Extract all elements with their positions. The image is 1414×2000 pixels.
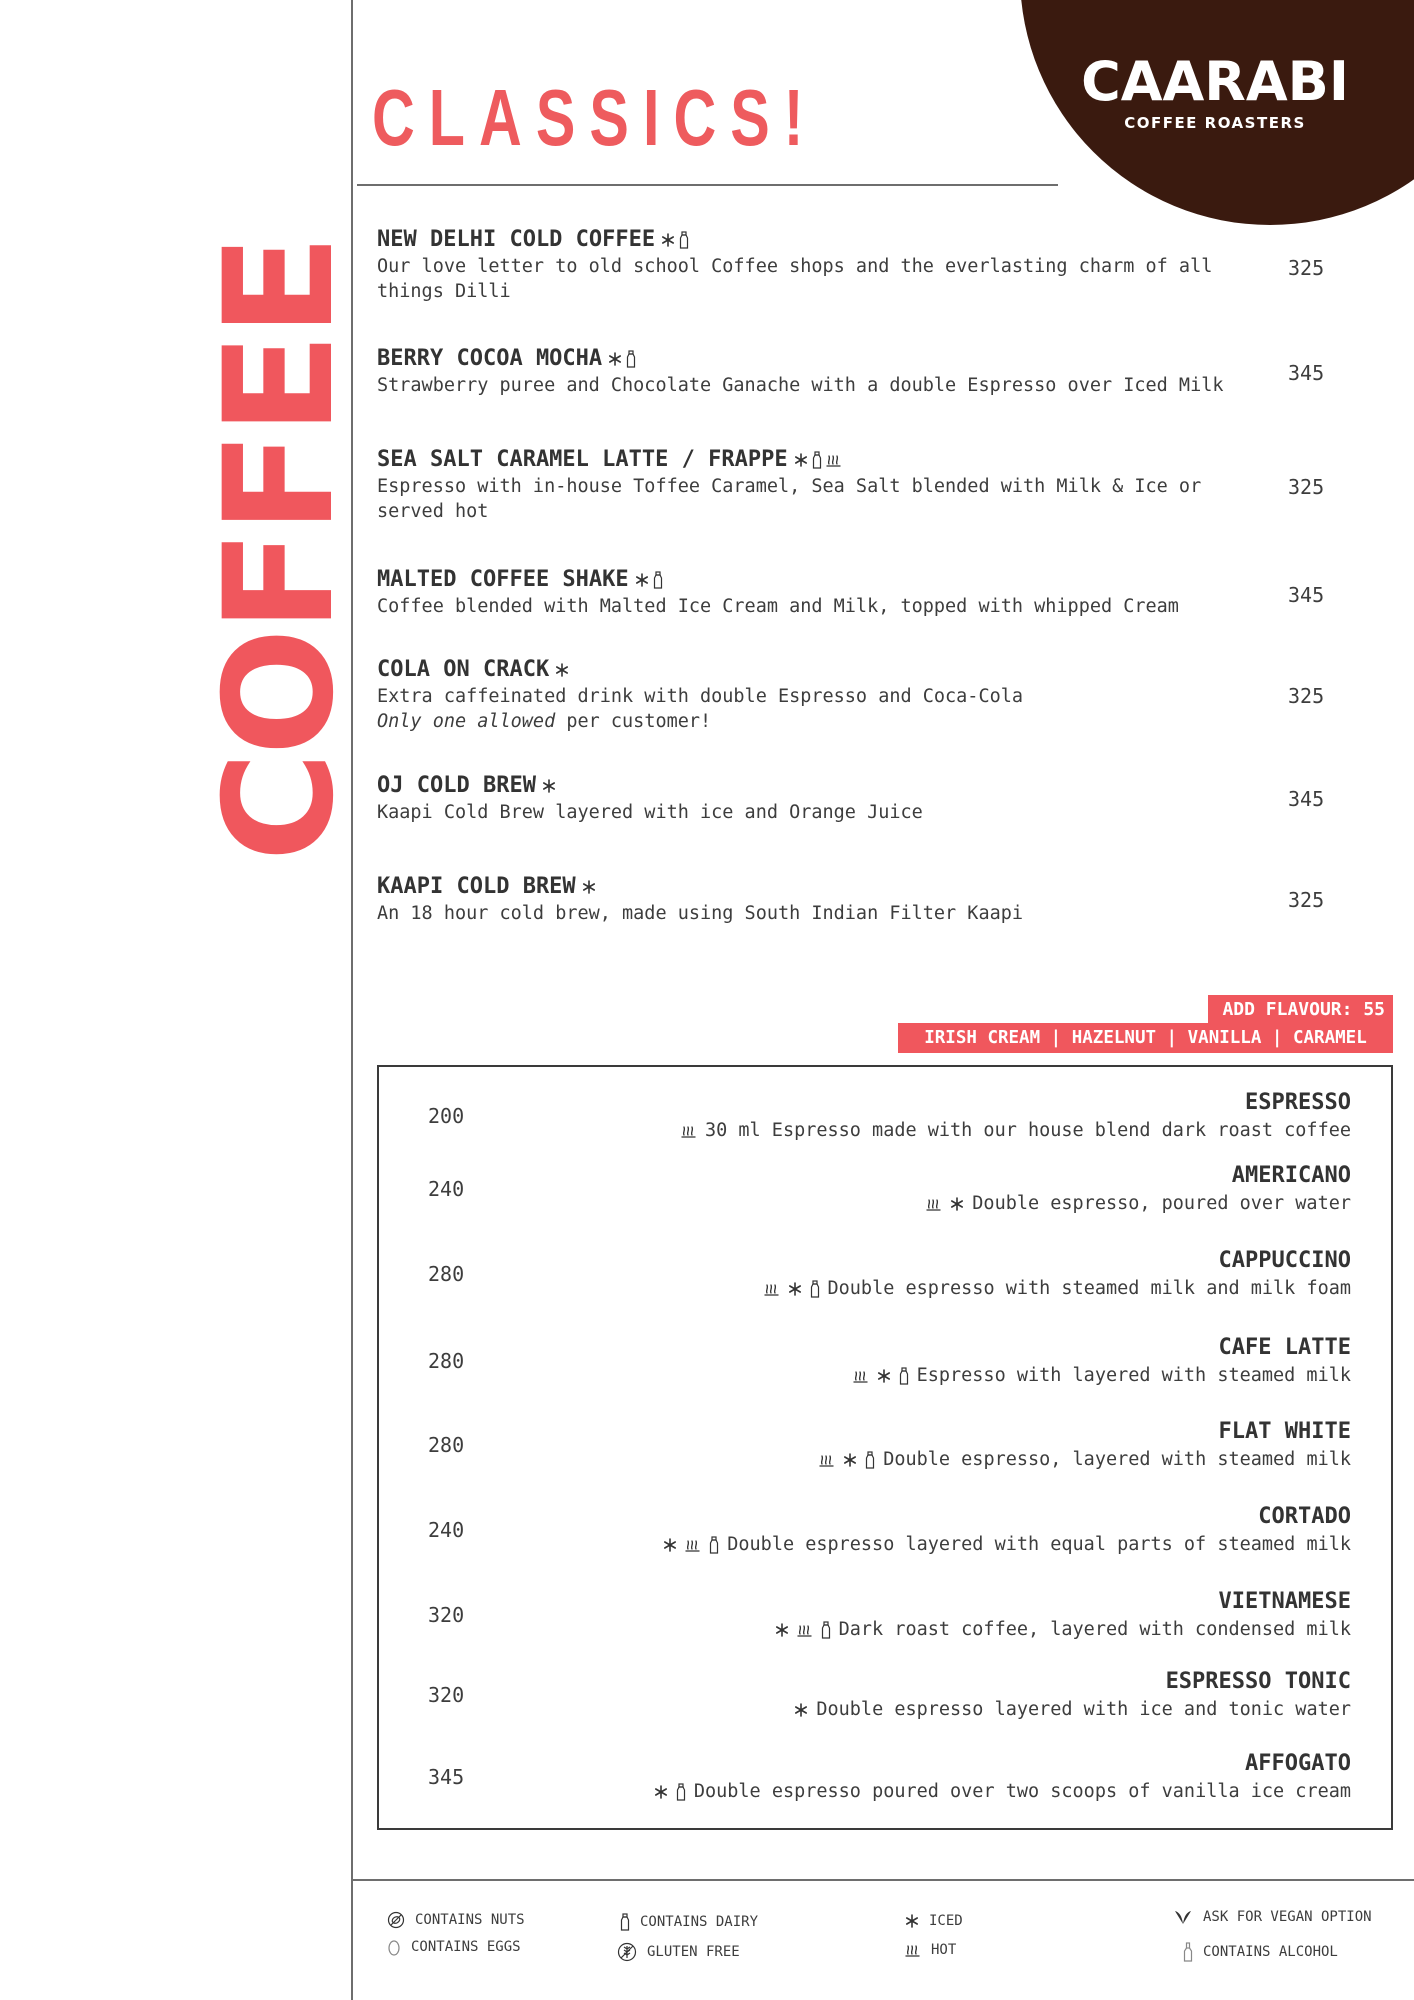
- iced-icon: [843, 1453, 857, 1467]
- dairy-icon: [709, 1536, 719, 1554]
- footer-divider: [352, 1879, 1414, 1881]
- item-description: Our love letter to old school Coffee shops and the everlasting charm of all things Dilli: [377, 256, 1224, 302]
- item-description: 30 ml Espresso made with our house blend dark roast coffee: [681, 1120, 1351, 1141]
- item-price: 240: [428, 1177, 465, 1201]
- espresso-item: [377, 1669, 1393, 1729]
- nuts-icon: [387, 1911, 405, 1929]
- iced-icon: [775, 1623, 789, 1637]
- dairy-icon: [676, 1783, 686, 1801]
- item-description: Double espresso, layered with steamed milk: [819, 1449, 1351, 1470]
- item-note: Only one allowed per customer!: [377, 711, 712, 732]
- legend-item: ASK FOR VEGAN OPTION: [1173, 1909, 1372, 1925]
- legend-item: CONTAINS ALCOHOL: [1183, 1942, 1338, 1962]
- iced-icon: [794, 1703, 808, 1717]
- hot-icon: [797, 1622, 813, 1638]
- menu-item: [377, 346, 1257, 398]
- legend-item: ICED: [905, 1913, 963, 1929]
- hot-icon: [681, 1123, 697, 1139]
- dairy-icon: [899, 1367, 909, 1385]
- iced-icon: [555, 663, 569, 677]
- menu-item: [377, 447, 1257, 524]
- menu-item: [377, 567, 1257, 619]
- item-name: CORTADO: [1258, 1504, 1351, 1529]
- item-name: CAPPUCCINO: [1218, 1248, 1351, 1273]
- item-price: 325: [1288, 888, 1325, 912]
- item-price: 325: [1288, 475, 1325, 499]
- item-description: Double espresso poured over two scoops of vanilla ice cream: [654, 1781, 1351, 1802]
- item-description: Double espresso with steamed milk and milk foam: [764, 1278, 1351, 1299]
- legend-item: HOT: [905, 1942, 956, 1958]
- iced-icon: [788, 1282, 802, 1296]
- legend-item: CONTAINS EGGS: [387, 1938, 521, 1956]
- dairy-icon: [620, 1913, 630, 1931]
- item-description: An 18 hour cold brew, made using South Indian Filter Kaapi: [377, 903, 1024, 924]
- item-description: Kaapi Cold Brew layered with ice and Orange Juice: [377, 802, 923, 823]
- alcohol-icon: [1183, 1942, 1193, 1962]
- item-name: AMERICANO: [1231, 1163, 1351, 1188]
- legend-item: CONTAINS NUTS: [387, 1911, 525, 1929]
- side-title-text: COFFEE: [193, 238, 367, 862]
- item-name: VIETNAMESE: [1218, 1589, 1351, 1614]
- vegan-icon: [1173, 1909, 1193, 1925]
- dairy-icon: [626, 350, 636, 368]
- item-name: FLAT WHITE: [1218, 1419, 1351, 1444]
- item-icons: [542, 779, 556, 793]
- item-name: KAAPI COLD BREW: [377, 874, 576, 899]
- item-price: 320: [428, 1603, 465, 1627]
- brand-subtitle: COFFEE ROASTERS: [1124, 114, 1306, 132]
- menu-item: [377, 657, 1257, 734]
- item-description: Dark roast coffee, layered with condensed milk: [775, 1619, 1351, 1640]
- item-price: 325: [1288, 256, 1325, 280]
- item-description: Strawberry puree and Chocolate Ganache with a double Espresso over Iced Milk: [377, 375, 1224, 396]
- hot-icon: [764, 1281, 780, 1297]
- hot-icon: [826, 452, 842, 468]
- iced-icon: [794, 453, 808, 467]
- iced-icon: [542, 779, 556, 793]
- hot-icon: [926, 1196, 942, 1212]
- item-description: Espresso with in-house Toffee Caramel, Sea Salt blended with Milk & Ice or served hot: [377, 476, 1213, 522]
- espresso-item: [377, 1090, 1393, 1150]
- page-title: CLASSICS!: [372, 73, 818, 162]
- espresso-item: [377, 1419, 1393, 1479]
- menu-item: [377, 874, 1257, 926]
- espresso-item: [377, 1163, 1393, 1223]
- item-name: SEA SALT CARAMEL LATTE / FRAPPE: [377, 447, 788, 472]
- item-name: CAFE LATTE: [1218, 1335, 1351, 1360]
- header-divider: [357, 184, 1058, 186]
- item-price: 280: [428, 1262, 465, 1286]
- legend-item: CONTAINS DAIRY: [620, 1913, 758, 1931]
- item-name: ESPRESSO: [1245, 1090, 1351, 1115]
- item-name: NEW DELHI COLD COFFEE: [377, 227, 656, 252]
- item-description: Coffee blended with Malted Ice Cream and Milk, topped with whipped Cream: [377, 596, 1179, 617]
- item-name: ESPRESSO TONIC: [1165, 1669, 1351, 1694]
- gluten-free-icon: [617, 1942, 637, 1962]
- item-description: Espresso with layered with steamed milk: [853, 1365, 1351, 1386]
- item-icons: [661, 231, 689, 249]
- item-name: MALTED COFFEE SHAKE: [377, 567, 629, 592]
- item-price: 200: [428, 1104, 465, 1128]
- eggs-icon: [387, 1938, 401, 1956]
- espresso-item: [377, 1751, 1393, 1811]
- item-description: Extra caffeinated drink with double Espresso and Coca-Cola: [377, 686, 1024, 707]
- dairy-icon: [653, 571, 663, 589]
- menu-item: [377, 227, 1257, 304]
- item-icons: [608, 350, 636, 368]
- item-price: 345: [1288, 583, 1325, 607]
- iced-icon: [635, 573, 649, 587]
- item-name: OJ COLD BREW: [377, 773, 536, 798]
- item-price: 345: [1288, 361, 1325, 385]
- iced-icon: [661, 233, 675, 247]
- item-description: Double espresso layered with equal parts of steamed milk: [663, 1534, 1351, 1555]
- iced-icon: [663, 1538, 677, 1552]
- item-price: 280: [428, 1349, 465, 1373]
- dairy-icon: [821, 1621, 831, 1639]
- flavour-options: IRISH CREAM | HAZELNUT | VANILLA | CARAMEL: [898, 1023, 1393, 1053]
- item-icons: [635, 571, 663, 589]
- dairy-icon: [865, 1451, 875, 1469]
- legend-item: GLUTEN FREE: [617, 1942, 740, 1962]
- menu-item: [377, 773, 1257, 825]
- item-icons: [794, 451, 842, 469]
- item-name: BERRY COCOA MOCHA: [377, 346, 603, 371]
- item-description: Double espresso layered with ice and tonic water: [794, 1699, 1351, 1720]
- item-price: 320: [428, 1683, 465, 1707]
- add-flavour-label: ADD FLAVOUR: 55: [1208, 995, 1393, 1024]
- espresso-item: [377, 1248, 1393, 1308]
- iced-icon: [877, 1369, 891, 1383]
- item-price: 345: [1288, 787, 1325, 811]
- item-price: 345: [428, 1765, 465, 1789]
- iced-icon: [905, 1914, 919, 1928]
- hot-icon: [905, 1942, 921, 1958]
- hot-icon: [685, 1537, 701, 1553]
- iced-icon: [582, 880, 596, 894]
- iced-icon: [950, 1197, 964, 1211]
- espresso-item: [377, 1335, 1393, 1395]
- item-icons: [582, 880, 596, 894]
- brand-logo: CAARABI: [1081, 50, 1349, 113]
- hot-icon: [819, 1452, 835, 1468]
- item-price: 240: [428, 1518, 465, 1542]
- dairy-icon: [679, 231, 689, 249]
- item-price: 325: [1288, 684, 1325, 708]
- item-description: Double espresso, poured over water: [926, 1193, 1351, 1214]
- item-icons: [555, 663, 569, 677]
- iced-icon: [654, 1785, 668, 1799]
- item-name: AFFOGATO: [1245, 1751, 1351, 1776]
- hot-icon: [853, 1368, 869, 1384]
- espresso-item: [377, 1589, 1393, 1649]
- dairy-icon: [812, 451, 822, 469]
- item-price: 280: [428, 1433, 465, 1457]
- espresso-item: [377, 1504, 1393, 1564]
- item-name: COLA ON CRACK: [377, 657, 550, 682]
- dairy-icon: [810, 1280, 820, 1298]
- iced-icon: [608, 352, 622, 366]
